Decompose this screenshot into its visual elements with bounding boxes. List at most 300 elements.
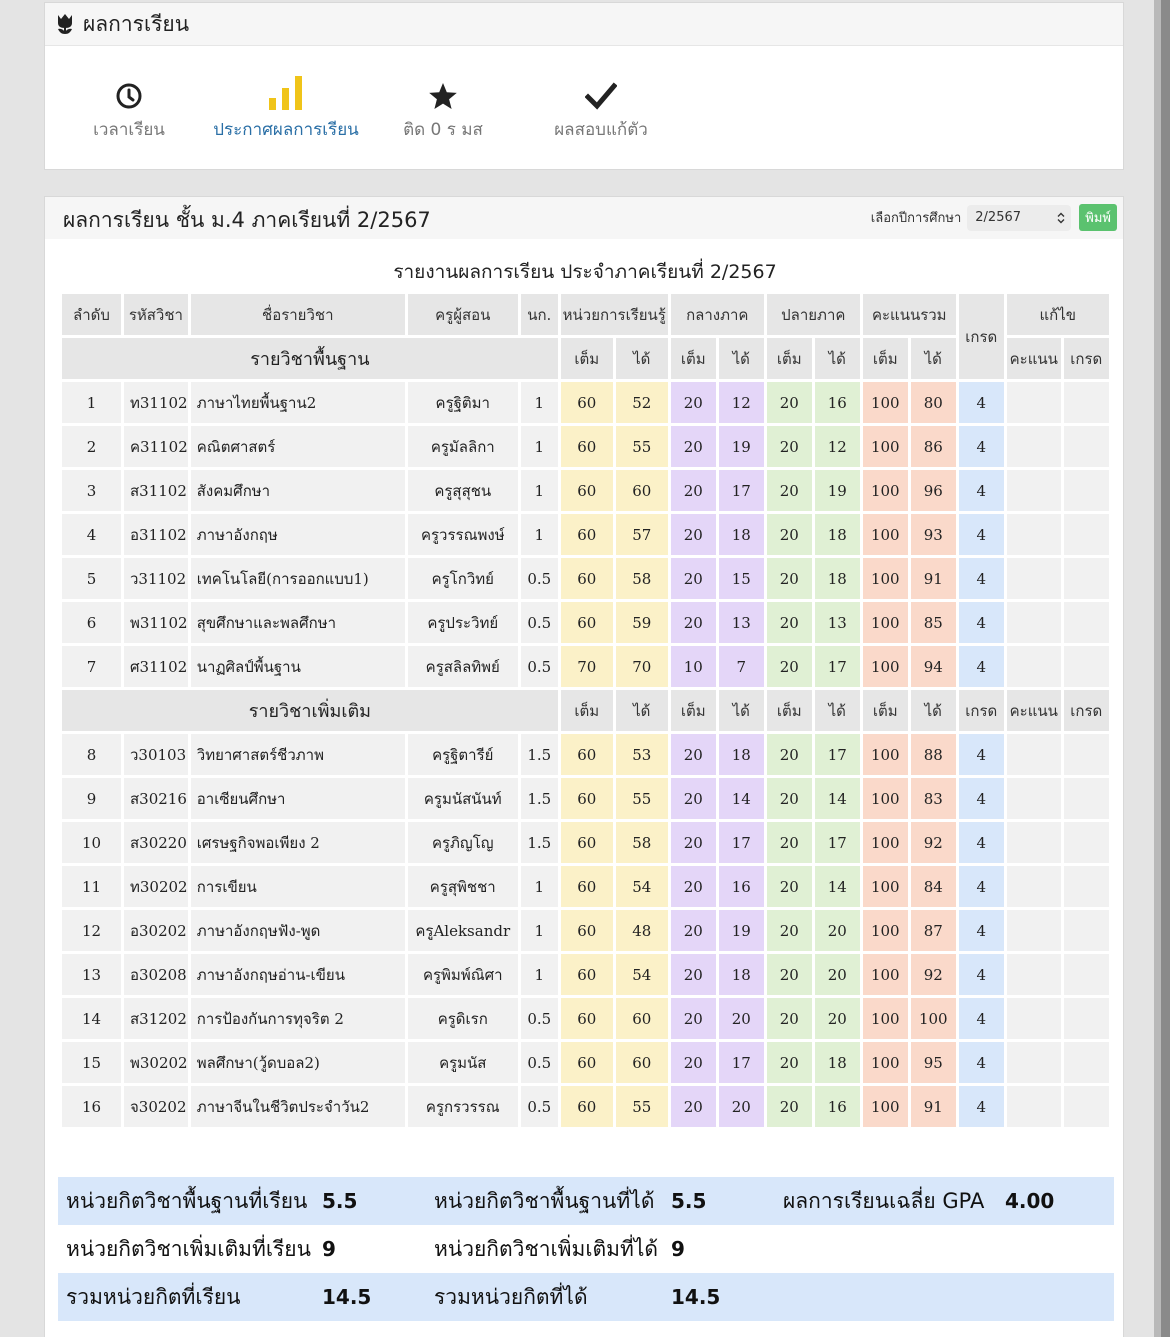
cell-name: พลศึกษา(วู้ดบอล2) (191, 1042, 405, 1083)
header-midterm: กลางภาค (671, 294, 764, 335)
header-code: รหัสวิชา (124, 294, 188, 335)
cell-final-full: 20 (767, 470, 812, 511)
cell-credit: 1 (521, 470, 558, 511)
header-order: ลำดับ (62, 294, 121, 335)
basic-earned-value: 5.5 (671, 1189, 707, 1213)
table-row (62, 734, 1109, 775)
cell-credit: 0.5 (521, 998, 558, 1039)
nav-failed-subjects[interactable] (393, 72, 493, 143)
tulip-icon (55, 13, 75, 35)
cell-unit-full: 60 (561, 822, 613, 863)
cell-teacher: ครูวรรณพงษ์ (408, 514, 518, 555)
cell-teacher: ครูพิมพ์ณิศา (408, 954, 518, 995)
cell-teacher: ครูประวิทย์ (408, 602, 518, 643)
cell-fix-score (1007, 822, 1061, 863)
window-scrollbar[interactable] (1154, 0, 1170, 1337)
table-row (62, 558, 1109, 599)
cell-fix-grade (1064, 778, 1109, 819)
cell-order: 2 (62, 426, 121, 467)
cell-unit-got: 59 (616, 602, 668, 643)
cell-grade: 4 (959, 382, 1004, 423)
cell-credit: 1 (521, 954, 558, 995)
cell-mid-got: 19 (719, 426, 764, 467)
subheader-got: ได้ (616, 690, 668, 731)
cell-code: จ30202 (124, 1086, 188, 1127)
cell-teacher: ครูสุพิชชา (408, 866, 518, 907)
subheader-got: ได้ (815, 690, 860, 731)
extra-studied-value: 9 (322, 1237, 336, 1261)
cell-fix-grade (1064, 866, 1109, 907)
cell-code: อ30202 (124, 910, 188, 951)
nav-grade-announcement[interactable] (211, 72, 361, 143)
table-row (62, 602, 1109, 643)
cell-unit-got: 55 (616, 1086, 668, 1127)
cell-unit-got: 58 (616, 822, 668, 863)
cell-final-full: 20 (767, 382, 812, 423)
cell-grade: 4 (959, 822, 1004, 863)
cell-fix-score (1007, 382, 1061, 423)
grades-table-body (62, 294, 1109, 1127)
cell-credit: 1 (521, 514, 558, 555)
cell-code: ศ31102 (124, 646, 188, 687)
cell-name: นาฏศิลป์พื้นฐาน (191, 646, 405, 687)
year-select-value: 2/2567 (975, 210, 1022, 225)
cell-unit-full: 60 (561, 1042, 613, 1083)
cell-final-full: 20 (767, 646, 812, 687)
header-grade: เกรด (959, 294, 1004, 379)
cell-unit-got: 60 (616, 470, 668, 511)
clock-icon (115, 82, 143, 110)
cell-fix-grade (1064, 382, 1109, 423)
cell-grade: 4 (959, 470, 1004, 511)
cell-mid-full: 20 (671, 954, 716, 995)
cell-total-full: 100 (863, 514, 908, 555)
cell-grade: 4 (959, 954, 1004, 995)
subheader-got: ได้ (815, 338, 860, 379)
cell-final-full: 20 (767, 1086, 812, 1127)
cell-total-full: 100 (863, 734, 908, 775)
table-row (62, 470, 1109, 511)
cell-final-full: 20 (767, 998, 812, 1039)
table-row (62, 954, 1109, 995)
cell-fix-grade (1064, 514, 1109, 555)
cell-final-got: 13 (815, 602, 860, 643)
cell-unit-got: 54 (616, 954, 668, 995)
table-row (62, 822, 1109, 863)
cell-code: ท30202 (124, 866, 188, 907)
table-row (62, 910, 1109, 951)
cell-total-got: 95 (911, 1042, 956, 1083)
subheader-got: ได้ (616, 338, 668, 379)
summary-row-basic (58, 1177, 1114, 1225)
cell-name: สุขศึกษาและพลศึกษา (191, 602, 405, 643)
results-title: ผลการเรียน ชั้น ม.4 ภาคเรียนที่ 2/2567 (63, 208, 431, 232)
cell-total-full: 100 (863, 426, 908, 467)
cell-grade: 4 (959, 910, 1004, 951)
grades-table (59, 291, 1112, 1130)
cell-total-got: 88 (911, 734, 956, 775)
cell-mid-full: 20 (671, 426, 716, 467)
cell-code: อ30208 (124, 954, 188, 995)
cell-unit-full: 60 (561, 998, 613, 1039)
table-row (62, 514, 1109, 555)
cell-final-got: 12 (815, 426, 860, 467)
cell-final-full: 20 (767, 910, 812, 951)
header-unit: หน่วยการเรียนรู้ (561, 294, 668, 335)
cell-mid-full: 20 (671, 1086, 716, 1127)
cell-name: คณิตศาสตร์ (191, 426, 405, 467)
cell-mid-full: 10 (671, 646, 716, 687)
cell-name: ภาษาอังกฤษฟัง-พูด (191, 910, 405, 951)
cell-order: 5 (62, 558, 121, 599)
cell-fix-grade (1064, 602, 1109, 643)
cell-unit-full: 60 (561, 426, 613, 467)
cell-name: ภาษาจีนในชีวิตประจำวัน2 (191, 1086, 405, 1127)
cell-final-full: 20 (767, 954, 812, 995)
cell-teacher: ครูฐิติมา (408, 382, 518, 423)
cell-total-full: 100 (863, 778, 908, 819)
cell-total-got: 94 (911, 646, 956, 687)
cell-fix-score (1007, 866, 1061, 907)
cell-final-full: 20 (767, 558, 812, 599)
table-row (62, 1086, 1109, 1127)
cell-unit-got: 57 (616, 514, 668, 555)
subheader-full: เต็ม (561, 690, 613, 731)
cell-mid-full: 20 (671, 382, 716, 423)
cell-teacher: ครูโกวิทย์ (408, 558, 518, 599)
subheader-full: เต็ม (863, 338, 908, 379)
cell-fix-score (1007, 1086, 1061, 1127)
cell-final-got: 20 (815, 998, 860, 1039)
cell-fix-grade (1064, 998, 1109, 1039)
cell-unit-full: 60 (561, 954, 613, 995)
cell-order: 4 (62, 514, 121, 555)
cell-order: 6 (62, 602, 121, 643)
cell-mid-got: 17 (719, 822, 764, 863)
cell-fix-grade (1064, 426, 1109, 467)
cell-mid-got: 15 (719, 558, 764, 599)
gpa-value: 4.00 (1005, 1189, 1055, 1213)
star-icon (428, 82, 458, 110)
cell-final-got: 17 (815, 646, 860, 687)
basic-earned-label: หน่วยกิตวิชาพื้นฐานที่ได้ (434, 1188, 655, 1213)
cell-mid-full: 20 (671, 470, 716, 511)
cell-final-got: 20 (815, 954, 860, 995)
cell-fix-score (1007, 602, 1061, 643)
cell-order: 1 (62, 382, 121, 423)
subheader-full: เต็ม (767, 690, 812, 731)
cell-name: การป้องกันการทุจริต 2 (191, 998, 405, 1039)
cell-fix-score (1007, 1042, 1061, 1083)
cell-unit-full: 60 (561, 602, 613, 643)
summary-row-total (58, 1273, 1114, 1321)
cell-order: 12 (62, 910, 121, 951)
results-nav (45, 46, 1123, 170)
cell-name: อาเซียนศึกษา (191, 778, 405, 819)
cell-mid-full: 20 (671, 822, 716, 863)
extra-studied-label: หน่วยกิตวิชาเพิ่มเติมที่เรียน (66, 1236, 311, 1261)
cell-unit-full: 60 (561, 514, 613, 555)
subheader-got: ได้ (911, 338, 956, 379)
cell-unit-got: 52 (616, 382, 668, 423)
cell-grade: 4 (959, 646, 1004, 687)
cell-teacher: ครูมนัสนันท์ (408, 778, 518, 819)
cell-final-got: 19 (815, 470, 860, 511)
cell-final-got: 16 (815, 1086, 860, 1127)
cell-order: 13 (62, 954, 121, 995)
cell-order: 11 (62, 866, 121, 907)
cell-final-got: 17 (815, 822, 860, 863)
cell-fix-score (1007, 426, 1061, 467)
cell-fix-grade (1064, 558, 1109, 599)
cell-final-got: 14 (815, 866, 860, 907)
cell-unit-got: 60 (616, 1042, 668, 1083)
cell-final-full: 20 (767, 426, 812, 467)
cell-grade: 4 (959, 426, 1004, 467)
cell-grade: 4 (959, 734, 1004, 775)
cell-fix-grade (1064, 646, 1109, 687)
cell-credit: 1 (521, 426, 558, 467)
cell-credit: 1 (521, 866, 558, 907)
cell-credit: 1 (521, 910, 558, 951)
subheader-fix-grade: เกรด (1064, 338, 1109, 379)
cell-fix-score (1007, 954, 1061, 995)
cell-unit-got: 60 (616, 998, 668, 1039)
cell-total-full: 100 (863, 998, 908, 1039)
cell-name: การเขียน (191, 866, 405, 907)
cell-mid-got: 13 (719, 602, 764, 643)
cell-fix-score (1007, 558, 1061, 599)
cell-mid-got: 19 (719, 910, 764, 951)
header-name: ชื่อรายวิชา (191, 294, 405, 335)
cell-fix-score (1007, 646, 1061, 687)
cell-credit: 0.5 (521, 602, 558, 643)
subheader-fix-score: คะแนน (1007, 338, 1061, 379)
cell-fix-grade (1064, 734, 1109, 775)
cell-fix-grade (1064, 470, 1109, 511)
cell-total-full: 100 (863, 470, 908, 511)
section-title: รายวิชาพื้นฐาน (62, 338, 558, 379)
cell-credit: 0.5 (521, 558, 558, 599)
cell-mid-got: 18 (719, 954, 764, 995)
cell-fix-grade (1064, 822, 1109, 863)
cell-final-got: 16 (815, 382, 860, 423)
cell-code: ค31102 (124, 426, 188, 467)
cell-order: 16 (62, 1086, 121, 1127)
cell-teacher: ครูสุสุชน (408, 470, 518, 511)
header-total: คะแนนรวม (863, 294, 956, 335)
cell-code: ท31102 (124, 382, 188, 423)
cell-teacher: ครูภิญโญ (408, 822, 518, 863)
summary-row-extra (58, 1225, 1114, 1273)
cell-final-got: 18 (815, 558, 860, 599)
section-title: รายวิชาเพิ่มเติม (62, 690, 558, 731)
cell-fix-score (1007, 734, 1061, 775)
cell-code: ว30103 (124, 734, 188, 775)
table-row (62, 778, 1109, 819)
cell-grade: 4 (959, 558, 1004, 599)
cell-total-got: 92 (911, 954, 956, 995)
cell-mid-got: 18 (719, 734, 764, 775)
cell-credit: 1.5 (521, 822, 558, 863)
cell-total-full: 100 (863, 954, 908, 995)
total-earned-value: 14.5 (671, 1285, 721, 1309)
cell-code: ว31102 (124, 558, 188, 599)
cell-code: พ31102 (124, 602, 188, 643)
cell-order: 7 (62, 646, 121, 687)
cell-final-got: 18 (815, 514, 860, 555)
cell-unit-got: 53 (616, 734, 668, 775)
results-panel (44, 196, 1124, 1337)
nav-label: ผลสอบแก้ตัว (554, 120, 648, 140)
cell-mid-got: 14 (719, 778, 764, 819)
cell-total-got: 85 (911, 602, 956, 643)
cell-total-got: 92 (911, 822, 956, 863)
nav-retest-results[interactable] (545, 72, 657, 143)
cell-grade: 4 (959, 514, 1004, 555)
cell-mid-full: 20 (671, 778, 716, 819)
cell-total-got: 93 (911, 514, 956, 555)
table-row (62, 1042, 1109, 1083)
cell-fix-grade (1064, 1086, 1109, 1127)
cell-mid-full: 20 (671, 602, 716, 643)
cell-order: 14 (62, 998, 121, 1039)
cell-unit-full: 60 (561, 558, 613, 599)
cell-mid-got: 18 (719, 514, 764, 555)
cell-total-got: 84 (911, 866, 956, 907)
panel-title: ผลการเรียน (83, 11, 190, 36)
cell-credit: 0.5 (521, 646, 558, 687)
cell-grade: 4 (959, 1042, 1004, 1083)
table-header-row (62, 294, 1109, 335)
cell-final-got: 18 (815, 1042, 860, 1083)
cell-mid-full: 20 (671, 1042, 716, 1083)
cell-final-full: 20 (767, 1042, 812, 1083)
cell-final-full: 20 (767, 734, 812, 775)
cell-final-full: 20 (767, 778, 812, 819)
results-menu-panel (44, 2, 1124, 170)
cell-order: 8 (62, 734, 121, 775)
table-row (62, 866, 1109, 907)
table-row (62, 998, 1109, 1039)
cell-teacher: ครูฐิตารีย์ (408, 734, 518, 775)
extra-earned-label: หน่วยกิตวิชาเพิ่มเติมที่ได้ (434, 1236, 659, 1261)
cell-teacher: ครูมัลลิกา (408, 426, 518, 467)
section-header-row (62, 690, 1109, 731)
cell-credit: 0.5 (521, 1086, 558, 1127)
cell-name: วิทยาศาสตร์ชีวภาพ (191, 734, 405, 775)
cell-fix-score (1007, 778, 1061, 819)
cell-final-got: 20 (815, 910, 860, 951)
cell-unit-full: 60 (561, 910, 613, 951)
print-button[interactable]: พิมพ์ (1079, 204, 1117, 231)
cell-fix-score (1007, 910, 1061, 951)
cell-mid-got: 17 (719, 1042, 764, 1083)
total-earned-label: รวมหน่วยกิตที่ได้ (434, 1284, 588, 1309)
subheader-got: ได้ (719, 338, 764, 379)
bar-chart-icon (269, 76, 303, 110)
year-select[interactable] (967, 205, 1071, 231)
cell-credit: 1.5 (521, 778, 558, 819)
cell-grade: 4 (959, 778, 1004, 819)
table-row (62, 426, 1109, 467)
cell-code: ส30216 (124, 778, 188, 819)
cell-unit-full: 60 (561, 1086, 613, 1127)
cell-code: ส31202 (124, 998, 188, 1039)
cell-final-full: 20 (767, 602, 812, 643)
cell-total-full: 100 (863, 910, 908, 951)
report-title: รายงานผลการเรียน ประจำภาคเรียนที่ 2/2567 (393, 261, 777, 283)
cell-total-full: 100 (863, 382, 908, 423)
subheader-full: เต็ม (561, 338, 613, 379)
cell-mid-got: 12 (719, 382, 764, 423)
cell-final-full: 20 (767, 822, 812, 863)
cell-unit-got: 54 (616, 866, 668, 907)
cell-grade: 4 (959, 602, 1004, 643)
cell-code: ส30220 (124, 822, 188, 863)
cell-teacher: ครูมนัส (408, 1042, 518, 1083)
cell-fix-score (1007, 514, 1061, 555)
cell-fix-score (1007, 470, 1061, 511)
cell-teacher: ครูสลิลทิพย์ (408, 646, 518, 687)
cell-final-got: 14 (815, 778, 860, 819)
cell-total-full: 100 (863, 1042, 908, 1083)
cell-total-got: 80 (911, 382, 956, 423)
basic-studied-value: 5.5 (322, 1189, 358, 1213)
checkmark-icon (585, 82, 617, 110)
nav-label: ประกาศผลการเรียน (213, 120, 359, 140)
year-select-label: เลือกปีการศึกษา (870, 211, 962, 226)
cell-mid-got: 20 (719, 1086, 764, 1127)
cell-code: ส31102 (124, 470, 188, 511)
subheader-full: เต็ม (671, 338, 716, 379)
total-studied-value: 14.5 (322, 1285, 372, 1309)
cell-unit-got: 58 (616, 558, 668, 599)
cell-total-got: 96 (911, 470, 956, 511)
cell-order: 3 (62, 470, 121, 511)
gpa-label: ผลการเรียนเฉลี่ย GPA (783, 1188, 985, 1213)
subheader-fix-grade: เกรด (1064, 690, 1109, 731)
cell-fix-grade (1064, 954, 1109, 995)
cell-unit-got: 48 (616, 910, 668, 951)
header-final: ปลายภาค (767, 294, 860, 335)
nav-attendance[interactable] (89, 72, 169, 143)
nav-label: เวลาเรียน (93, 120, 165, 140)
subheader-full: เต็ม (671, 690, 716, 731)
cell-total-got: 91 (911, 1086, 956, 1127)
cell-mid-got: 7 (719, 646, 764, 687)
subheader-full: เต็ม (863, 690, 908, 731)
cell-total-full: 100 (863, 866, 908, 907)
cell-final-got: 17 (815, 734, 860, 775)
select-arrows-icon (1057, 212, 1065, 224)
cell-mid-full: 20 (671, 866, 716, 907)
cell-unit-full: 60 (561, 470, 613, 511)
cell-fix-grade (1064, 910, 1109, 951)
cell-total-got: 86 (911, 426, 956, 467)
cell-unit-got: 70 (616, 646, 668, 687)
table-row (62, 382, 1109, 423)
cell-teacher: ครูกรวรรณ (408, 1086, 518, 1127)
subheader-fix-score: คะแนน (1007, 690, 1061, 731)
cell-total-full: 100 (863, 646, 908, 687)
cell-fix-score (1007, 998, 1061, 1039)
cell-grade: 4 (959, 1086, 1004, 1127)
cell-name: เทคโนโลยี(การออกแบบ1) (191, 558, 405, 599)
cell-total-got: 83 (911, 778, 956, 819)
cell-order: 10 (62, 822, 121, 863)
subheader-got: ได้ (911, 690, 956, 731)
